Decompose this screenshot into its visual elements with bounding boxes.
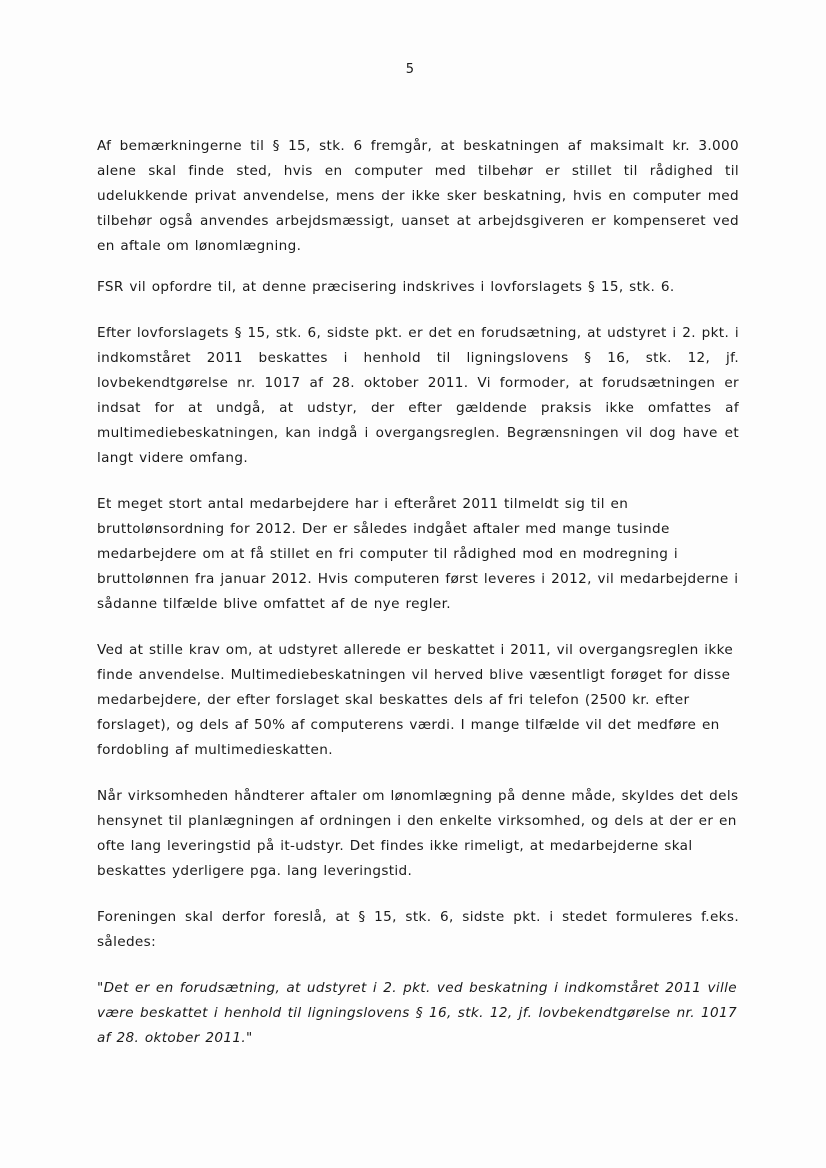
paragraph-delivery-time: Når virksomheden håndterer aftaler om lønomlægning på denne måde, skyldes det dels hensynet til planlægningen af ordningen i den enkelte virksomhed, og dels at der er en ofte lang leveringstid på it-udstyr. Det findes ikke rimeligt, at medarbejderne skal beskattes yderligere pga. lang leveringstid. — [97, 788, 739, 879]
paragraph-fsr-recommendation: FSR vil opfordre til, at denne præcisering indskrives i lovforslagets § 15, stk. 6. — [97, 279, 675, 295]
paragraph-proposal-intro: Foreningen skal derfor foreslå, at § 15, stk. 6, sidste pkt. i stedet formuleres f.eks. således: — [97, 909, 739, 950]
paragraph-remarks-section-15: Af bemærkningerne til § 15, stk. 6 fremgår, at beskatningen af maksimalt kr. 3.000 alene skal finde sted, hvis en computer med tilbehør er stillet til rådighed til udelukkende privat anvendelse, mens der ikke sker beskatning, hvis en computer med tilbehør også anvendes arbejdsmæssigt, uanset at arbejdsgiveren er kompenseret ved en aftale om lønomlægning. — [97, 138, 739, 254]
paragraph-last-point-condition: Efter lovforslagets § 15, stk. 6, sidste pkt. er det en forudsætning, at udstyret i 2. pkt. i indkomståret 2011 beskattes i henhold til ligningslovens § 16, stk. 12, jf. lovbekendtgørelse nr. 1017 af 28. oktober 2011. Vi formoder, at forudsætningen er indsat for at undgå, at udstyr, der efter gældende praksis ikke omfattes af multimediebeskatningen, kan indgå i overgangsreglen. Begrænsningen vil dog have et langt videre omfang. — [97, 325, 739, 466]
document-body — [97, 134, 739, 1051]
page-number: 5 — [405, 62, 415, 77]
proposed-wording-quote: "Det er en forudsætning, at udstyret i 2. pkt. ved beskatning i indkomståret 2011 ville være beskattet i henhold til ligningslovens § 16, stk. 12, jf. lovbekendtgørelse nr. 1017 af 28. oktober 2011." — [97, 980, 737, 1046]
paragraph-gross-salary-scheme: Et meget stort antal medarbejdere har i efteråret 2011 tilmeldt sig til en bruttolønsordning for 2012. Der er således indgået aftaler med mange tusinde medarbejdere om at få stillet en fri computer til rådighed mod en modregning i bruttolønnen fra januar 2012. Hvis computeren først leveres i 2012, vil medarbejderne i sådanne tilfælde blive omfattet af de nye regler. — [97, 496, 739, 612]
paragraph-transition-rule-effect: Ved at stille krav om, at udstyret allerede er beskattet i 2011, vil overgangsreglen ikke finde anvendelse. Multimediebeskatningen vil herved blive væsentligt forøget for disse medarbejdere, der efter forslaget skal beskattes dels af fri telefon (2500 kr. efter forslaget), og dels af 50% af computerens værdi. I mange tilfælde vil det medføre en fordobling af multimedieskatten. — [97, 642, 734, 758]
